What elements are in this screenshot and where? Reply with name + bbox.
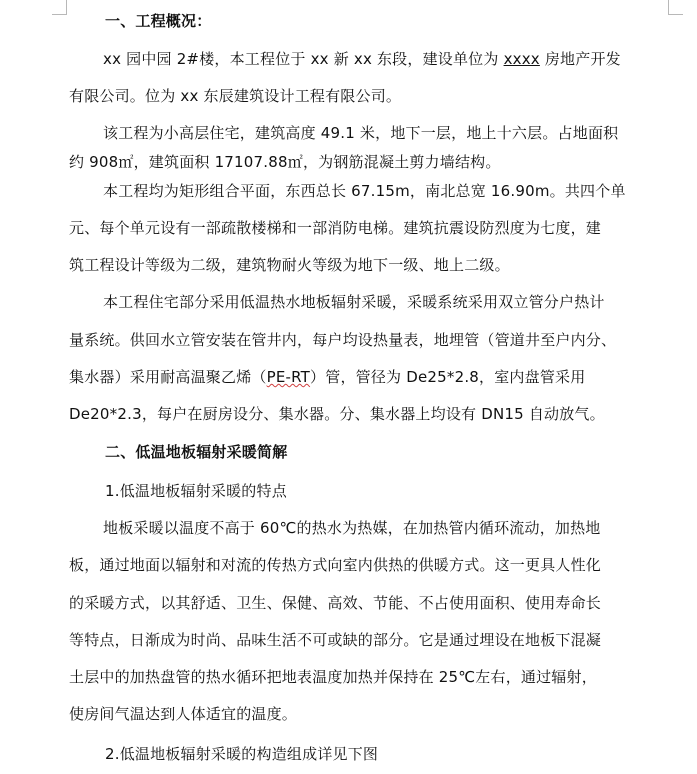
paragraph-line: xx 园中园 2#楼，本工程位于 xx 新 xx 东段，建设单位为 xxxx 房地产开发 [103,50,621,68]
paragraph-line: 本工程均为矩形组合平面，东西总长 67.15m，南北总宽 16.90m。共四个单 [103,182,626,200]
paragraph-line: 板，通过地面以辐射和对流的传热方式向室内供热的供暖方式。这一更具人性化 [69,556,602,574]
paragraph-line: De20*2.3，每户在厨房设分、集水器。分、集水器上均设有 DN15 自动放气。 [69,405,605,423]
paragraph-line: 有限公司。位为 xx 东辰建筑设计工程有限公司。 [69,87,402,105]
page-corner-mark-right [668,0,683,15]
paragraph-line: 筑工程设计等级为二级，建筑物耐火等级为地下一级、地上二级。 [69,256,510,274]
paragraph-line: 量系统。供回水立管安装在管井内，每户均设热量表，地埋管（管道井至户内分、 [69,331,617,349]
paragraph-line: 该工程为小高层住宅，建筑高度 49.1 米，地下一层，地上十六层。占地面积 [103,124,619,142]
paragraph-line: 地板采暖以温度不高于 60℃的热水为热媒，在加热管内循环流动，加热地 [103,519,601,537]
subheading-features: 1.低温地板辐射采暖的特点 [105,482,287,500]
paragraph-line: 土层中的加热盘管的热水循环把地表温度加热并保持在 25℃左右，通过辐射， [69,668,597,686]
paragraph-line: 等特点，日渐成为时尚、品味生活不可或缺的部分。它是通过埋设在地板下混凝 [69,631,602,649]
paragraph-line: 的采暖方式，以其舒适、卫生、保健、高效、节能、不占使用面积、使用寿命长 [69,594,602,612]
page-corner-mark-left [52,0,67,15]
paragraph-line: 集水器）采用耐高温聚乙烯（PE-RT）管，管径为 De25*2.8，室内盘管采用 [69,368,586,386]
section-heading-heating: 二、低温地板辐射采暖简解 [105,443,288,461]
paragraph-line: 元、每个单元设有一部疏散楼梯和一部消防电梯。建筑抗震设防烈度为七度，建 [69,219,602,237]
paragraph-line: 使房间气温达到人体适宜的温度。 [69,705,298,723]
subheading-structure: 2.低温地板辐射采暖的构造组成详见下图 [105,745,379,763]
paragraph-line: 约 908㎡，建筑面积 17107.88㎡，为钢筋混凝土剪力墙结构。 [69,153,501,171]
paragraph-line: 本工程住宅部分采用低温热水地板辐射采暖，采暖系统采用双立管分户热计 [103,293,605,311]
section-heading-overview: 一、工程概况： [105,12,212,30]
